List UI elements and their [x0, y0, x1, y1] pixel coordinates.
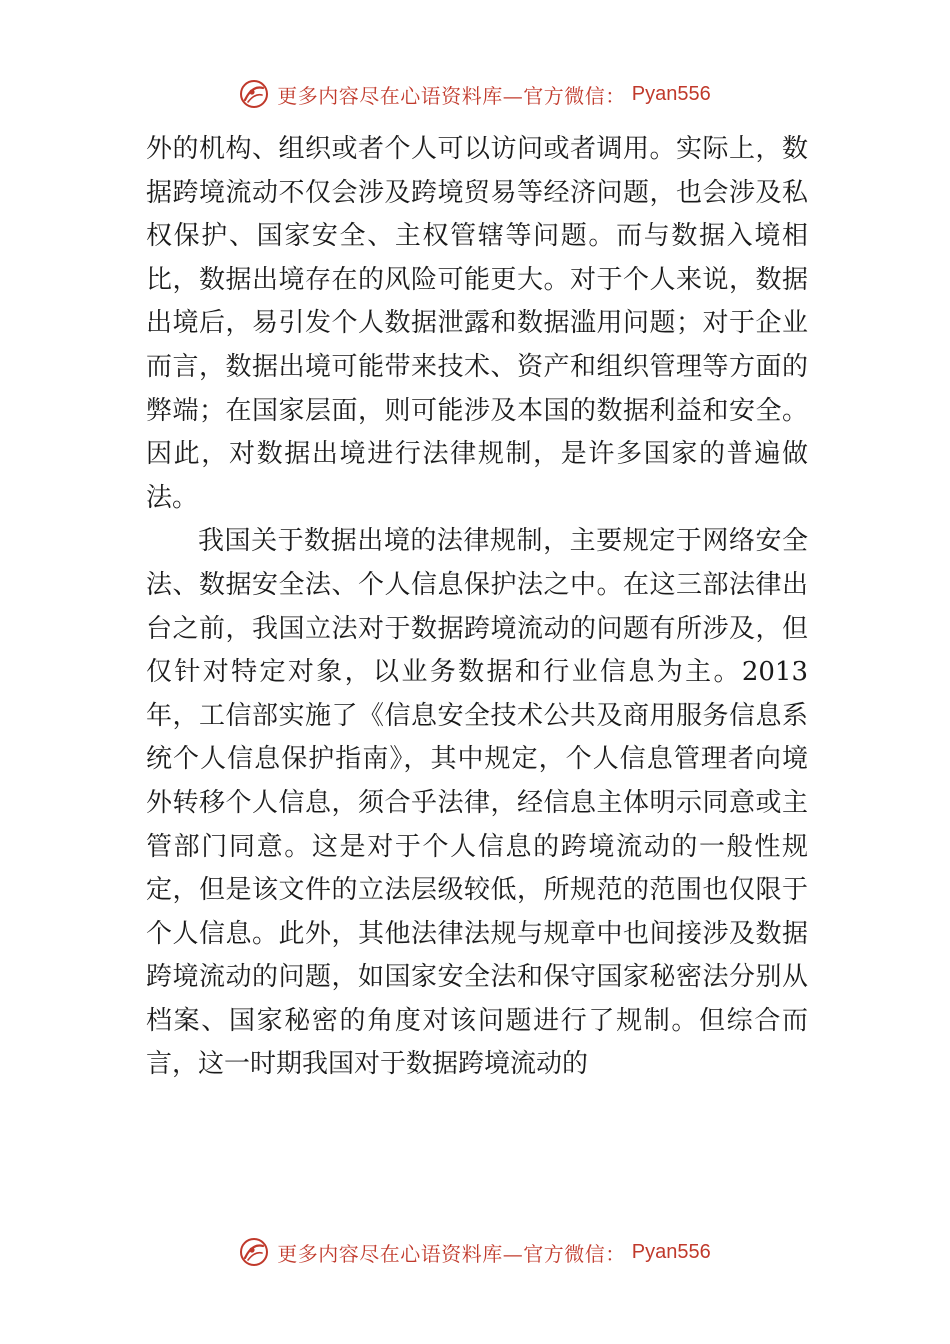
paragraph-2: 我国关于数据出境的法律规制，主要规定于网络安全法、数据安全法、个人信息保护法之中。在这三部法律出台之前，我国立法对于数据跨境流动的问题有所涉及，但仅针对特定对象，以业务数据和行业信息为主。2013 年，工信部实施了《信息安全技术公共及商用服务信息系统个人信息保护指南》，其中规定，个人信息管理者向境外转移个人信息，须合乎法律，经信息主体明示同意或主管部门同意。这是对于个人信息的跨境流动的一般性规定，但是该文件的立法层级较低，所规范的范围也仅限于个人信息。此外，其他法律法规与规章中也间接涉及数据跨境流动的问题，如国家安全法和保守国家秘密法分别从档案、国家秘密的角度对该问题进行了规制。但综合而言，这一时期我国对于数据跨境流动的 — [146, 526, 808, 1080]
library-logo-icon — [239, 1237, 269, 1267]
header-banner — [0, 74, 950, 114]
library-logo-icon — [239, 79, 269, 109]
document-body — [146, 128, 808, 1087]
header-banner-text: 更多内容尽在心语资料库—官方微信： — [277, 83, 626, 108]
footer-banner — [0, 1232, 950, 1272]
paragraph-1: 外的机构、组织或者个人可以访问或者调用。实际上，数据跨境流动不仅会涉及跨境贸易等经济问题，也会涉及私权保护、国家安全、主权管辖等问题。而与数据入境相比，数据出境存在的风险可能更大。对于个人来说，数据出境后，易引发个人数据泄露和数据滥用问题；对于企业而言，数据出境可能带来技术、资产和组织管理等方面的弊端；在国家层面，则可能涉及本国的数据利益和安全。因此，对数据出境进行法律规制，是许多国家的普遍做法。 — [146, 134, 808, 513]
footer-banner-text: 更多内容尽在心语资料库—官方微信： — [277, 1241, 626, 1266]
header-wechat-id: Pyan556 — [631, 82, 711, 105]
footer-wechat-id: Pyan556 — [631, 1240, 711, 1263]
